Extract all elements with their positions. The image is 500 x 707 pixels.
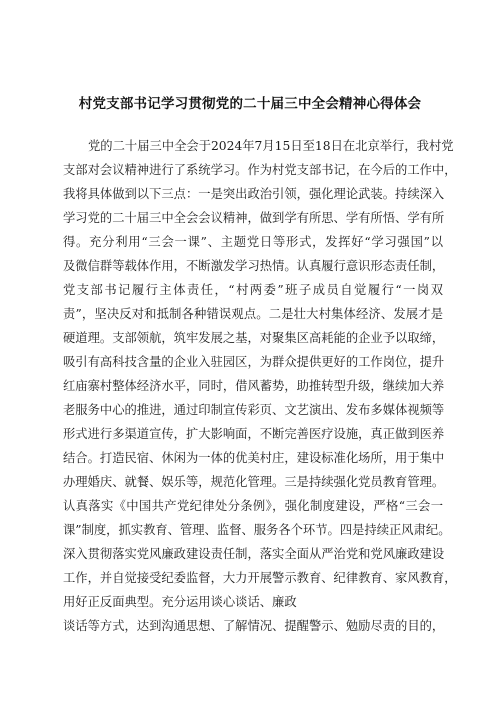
body-line: 硬道理。支部领航，筑牢发展之基，对聚集区高耗能的企业予以取缔， [63, 331, 445, 345]
body-line: 深入贯彻落实党风廉政建设责任制，落实全面从严治党和党风廉政建设 [63, 547, 445, 561]
document-title: 村党支部书记学习贯彻党的二十届三中全会精神心得体会 [78, 96, 422, 112]
body-line: 得。充分利用“三会一课”、主题党日等形式，发挥好“学习强国”以 [63, 235, 443, 249]
body-line: 党的二十届三中全会于2024年7月15日至18日在北京举行，我村党 [88, 139, 454, 153]
body-line: 责”，坚决反对和抵制各种错误观点。二是壮大村集体经济、发展才是 [63, 307, 443, 321]
body-line: 红庙寨村整体经济水平，同时，借风蓄势，助推转型升级，继续加大养 [63, 379, 445, 393]
body-line: 党支部书记履行主体责任，“村两委”班子成员自觉履行“一岗双 [63, 283, 443, 297]
body-line: 支部对会议精神进行了系统学习。作为村党支部书记，在今后的工作中， [63, 163, 457, 177]
body-line: 及微信群等载体作用，不断激发学习热情。认真履行意识形态责任制， [63, 259, 445, 273]
body-line: 吸引有高科技含量的企业入驻园区，为群众提供更好的工作岗位，提升 [63, 355, 445, 369]
body-line: 形式进行多渠道宣传，扩大影响面，不断完善医疗设施，真正做到医养 [63, 427, 445, 441]
body-line: 结合。打造民宿、休闲为一体的优美村庄，建设标准化场所，用于集中 [63, 451, 445, 465]
body-line: 学习党的二十届三中全会会议精神，做到学有所思、学有所悟、学有所 [63, 211, 445, 225]
body-line: 认真落实《中国共产党纪律处分条例》，强化制度建设，严格“三会一 [63, 499, 443, 513]
body-line: 谈话等方式，达到沟通思想、了解情况、提醒警示、勉励尽责的目的， [63, 619, 445, 633]
body-line: 课”制度，抓实教育、管理、监督、服务各个环节。四是持续正风肃纪。 [63, 523, 451, 537]
body-line: 工作，并自觉接受纪委监督，大力开展警示教育、纪律教育、家风教育， [63, 571, 457, 585]
body-line: 我将具体做到以下三点：一是突出政治引领，强化理论武装。持续深入 [63, 187, 445, 201]
body-line: 用好正反面典型。充分运用谈心谈话、廉政 [63, 595, 297, 609]
body-line: 老服务中心的推进，通过印制宣传彩页、文艺演出、发布多媒体视频等 [63, 403, 445, 417]
body-line: 办理婚庆、就餐、娱乐等，规范化管理。三是持续强化党员教育管理。 [63, 475, 445, 489]
